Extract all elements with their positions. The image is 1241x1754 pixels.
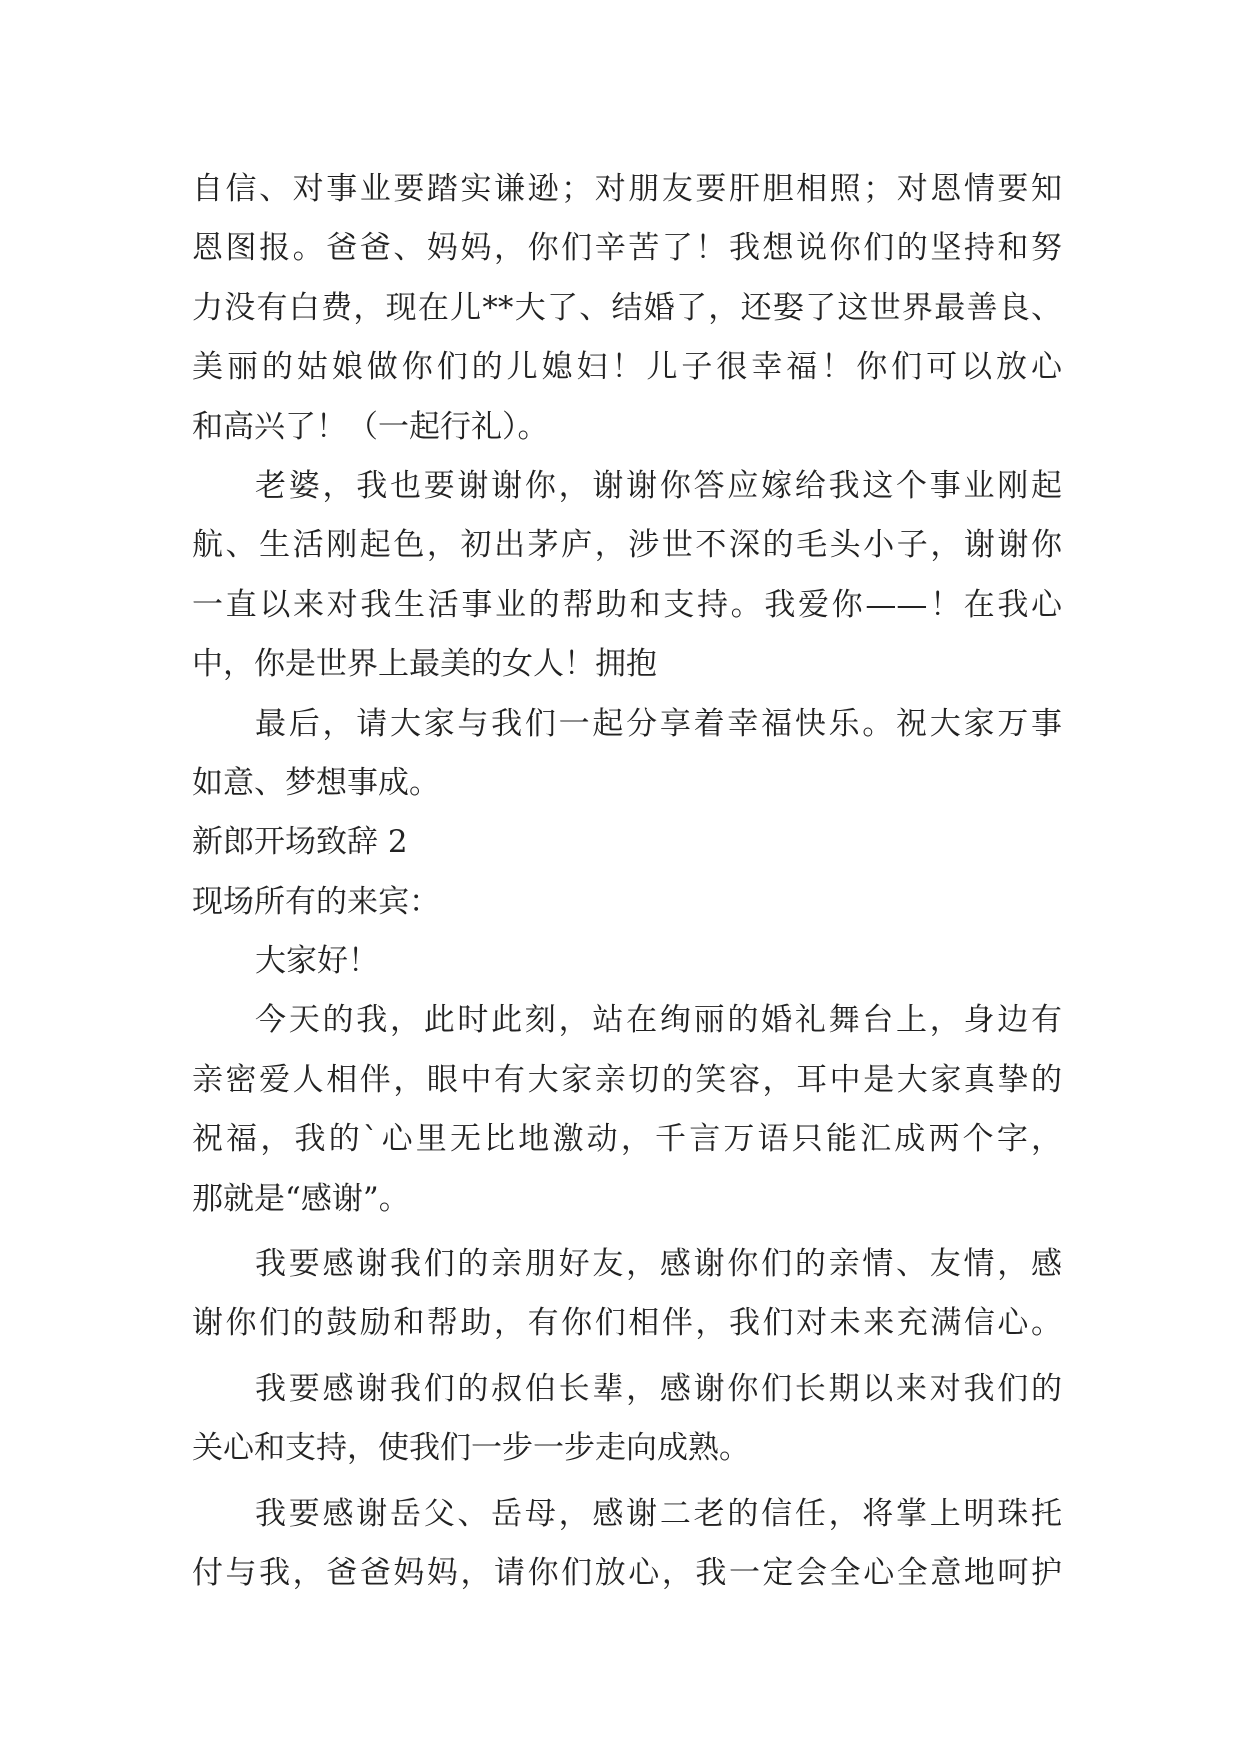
text-line: 航、生活刚起色，初出茅庐，涉世不深的毛头小子，谢谢你 (192, 527, 1062, 564)
text-line: 最后，请大家与我们一起分享着幸福快乐。祝大家万事 (255, 705, 1062, 742)
text-line: 如意、梦想事成。 (192, 764, 440, 801)
section-heading (192, 813, 1062, 872)
text-line: 中，你是世界上最美的女人！拥抱 (192, 646, 657, 683)
text-line: 那就是“感谢”。 (192, 1180, 410, 1217)
text-line: 力没有白费，现在儿**大了、结婚了，还娶了这世界最善良、 (192, 289, 1062, 326)
text-line: 一直以来对我生活事业的帮助和支持。我爱你——！在我心 (192, 586, 1062, 623)
text-line: 我要感谢岳父、岳母，感谢二老的信任，将掌上明珠托 (255, 1495, 1062, 1532)
text-line: 今天的我，此时此刻，站在绚丽的婚礼舞台上，身边有 (255, 1002, 1062, 1039)
text-line: 和高兴了！（一起行礼）。 (192, 408, 549, 445)
paragraph (192, 991, 1062, 1229)
text-line: 付与我，爸爸妈妈，请你们放心，我一定会全心全意地呵护 (192, 1554, 1062, 1591)
text-line: 祝福，我的`心里无比地激动，千言万语只能汇成两个字， (192, 1121, 1062, 1158)
text-line: 谢你们的鼓励和帮助，有你们相伴，我们对未来充满信心。 (192, 1305, 1062, 1342)
text-line: 我要感谢我们的叔伯长辈，感谢你们长期以来对我们的 (255, 1370, 1062, 1407)
text-line: 亲密爱人相伴，眼中有大家亲切的笑容，耳中是大家真挚的 (192, 1061, 1062, 1098)
text-line: 关心和支持，使我们一步一步走向成熟。 (192, 1430, 750, 1467)
paragraph (192, 457, 1062, 695)
text-line: 现场所有的来宾： (192, 883, 440, 920)
text-line: 美丽的姑娘做你们的儿媳妇！儿子很幸福！你们可以放心 (192, 349, 1062, 386)
paragraph (192, 695, 1062, 814)
greeting (192, 932, 1062, 991)
paragraph (192, 160, 1062, 457)
text-line: 我要感谢我们的亲朋好友，感谢你们的亲情、友情，感 (255, 1246, 1062, 1283)
paragraph (192, 1485, 1062, 1604)
text-line: 恩图报。爸爸、妈妈，你们辛苦了！我想说你们的坚持和努 (192, 230, 1062, 267)
text-line: 自信、对事业要踏实谦逊；对朋友要肝胆相照；对恩情要知 (192, 171, 1062, 207)
heading-line: 新郎开场致辞 2 (192, 824, 408, 861)
text-line: 老婆，我也要谢谢你，谢谢你答应嫁给我这个事业刚起 (255, 467, 1062, 504)
paragraph (192, 1235, 1062, 1354)
document-body (192, 160, 1062, 1603)
text-line: 大家好！ (255, 943, 379, 980)
salutation (192, 873, 1062, 932)
paragraph (192, 1360, 1062, 1479)
